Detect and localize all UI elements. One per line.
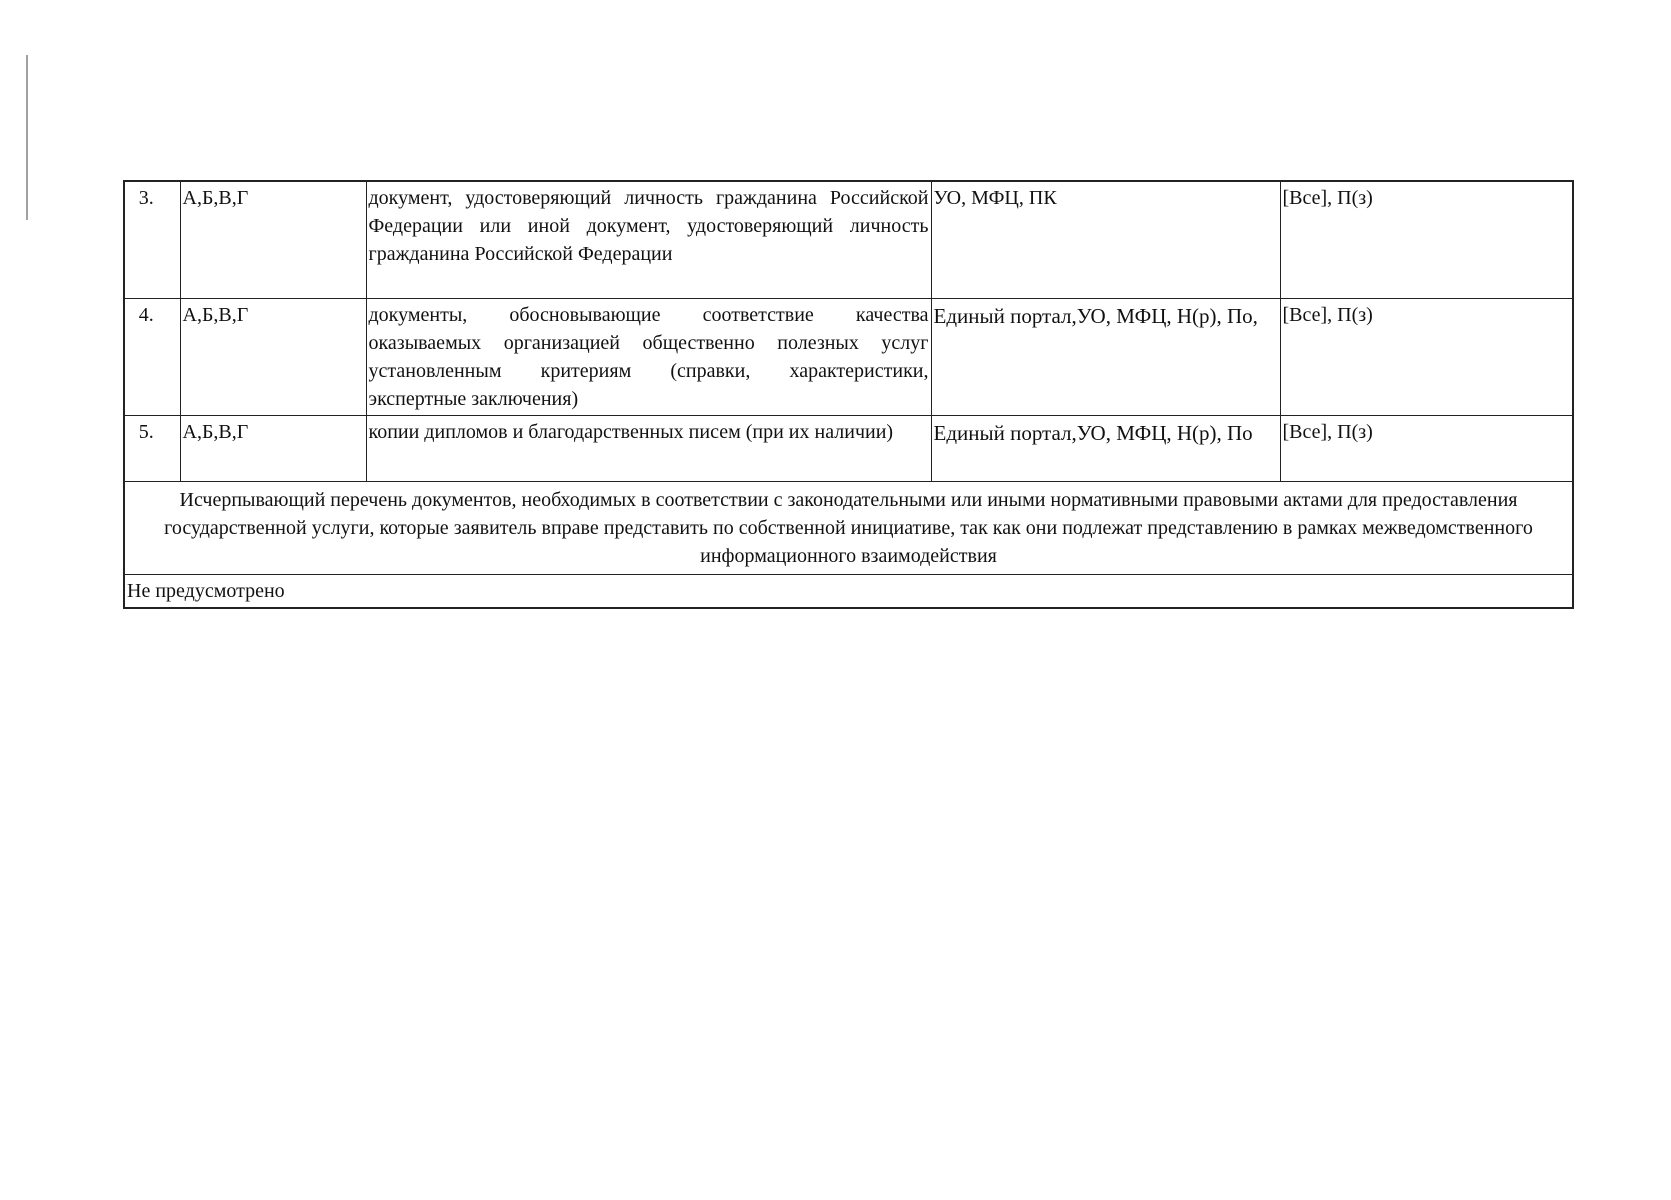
table-row xyxy=(124,181,1573,298)
submission-form: [Все], П(з) xyxy=(1280,181,1573,298)
submission-channels: Единый портал,УО, МФЦ, Н(р), По xyxy=(931,415,1280,481)
scan-edge-mark xyxy=(26,55,28,220)
section-value: Не предусмотрено xyxy=(124,574,1573,608)
section-caption-row xyxy=(124,481,1573,574)
submission-channels: Единый портал,УО, МФЦ, Н(р), По, xyxy=(931,298,1280,415)
applicant-categories: А,Б,В,Г xyxy=(180,181,366,298)
submission-channels: УО, МФЦ, ПК xyxy=(931,181,1280,298)
document-description: копии дипломов и благодарственных писем (при их наличии) xyxy=(366,415,931,481)
submission-form: [Все], П(з) xyxy=(1280,298,1573,415)
row-number: 4. xyxy=(124,298,180,415)
row-number: 5. xyxy=(124,415,180,481)
submission-form: [Все], П(з) xyxy=(1280,415,1573,481)
table-row xyxy=(124,415,1573,481)
row-number: 3. xyxy=(124,181,180,298)
section-value-row xyxy=(124,574,1573,608)
section-caption: Исчерпывающий перечень документов, необходимых в соответствии с законодательными или иными нормативными правовыми актами для предоставления государственной услуги, которые заявитель вправе представить по собственной инициативе, так как они подлежат представлению в рамках межведомственного информационного взаимодействия xyxy=(124,481,1573,574)
applicant-categories: А,Б,В,Г xyxy=(180,415,366,481)
document-description: документ, удостоверяющий личность гражданина Российской Федерации или иной документ, удостоверяющий личность гражданина Российской Федерации xyxy=(366,181,931,298)
documents-table xyxy=(123,180,1574,609)
document-description: документы, обосновывающие соответствие качества оказываемых организацией общественно полезных услуг установленным критериям (справки, характеристики, экспертные заключения) xyxy=(366,298,931,415)
table-row xyxy=(124,298,1573,415)
document-sheet xyxy=(123,180,1572,609)
applicant-categories: А,Б,В,Г xyxy=(180,298,366,415)
